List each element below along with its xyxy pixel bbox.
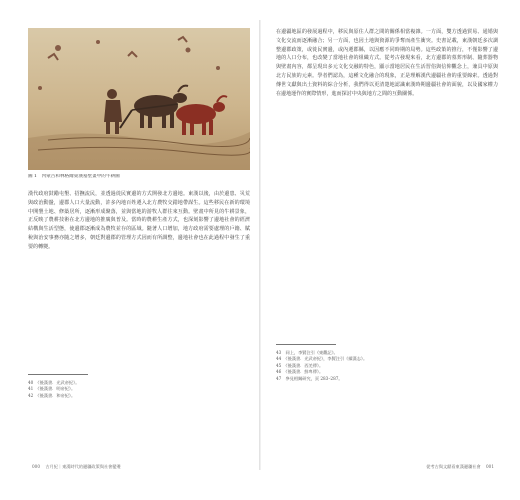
running-head: 古月紀｜東漢時代的邊疆政策與社會變遷 xyxy=(45,464,121,469)
footnote: 46 《後漢書．鮮卑傳》。 xyxy=(276,369,324,375)
oxen-ploughing-mural-image xyxy=(28,28,250,170)
footnote-rule xyxy=(28,374,88,375)
page-footer xyxy=(276,464,498,470)
footnote: 47 參見相關研究，頁 283–287。 xyxy=(276,375,343,381)
mural-figure xyxy=(28,28,250,170)
book-gutter xyxy=(259,20,261,470)
footnote: 44 《後漢書．光武帝紀》，李賢注引《續漢志》。 xyxy=(276,356,368,362)
footnotes xyxy=(276,350,498,382)
body-text: 漢代政府鼓勵屯墾、招撫流民，並透過徙民實邊的方式開發北方邊地。東漢以後，由於邊患、災荒與政治動盪，邊郡人口大量流動，許多內地百姓遷入北方農牧交錯地帶謀生。這些移民在新的環境中開墾土地、修築居所，逐漸形成聚落，並與當地的游牧人群往來互動。壁畫中所見的牛耕景象，正反映了農耕技術在北方邊地的推廣與普及。當時的農耕生產方式，也深刻影響了邊地社會的經濟結構與生活型態，使邊郡逐漸成為農牧並存的區域。隨著人口增加，地方政府需要處理的戶籍、賦稅與治安事務亦隨之增多，朝廷對邊郡的管理方式因而有所調整，邊地社會也在此過程中發生了重要的轉變。 xyxy=(28,191,250,250)
left-page xyxy=(28,28,250,469)
page-number: 001 xyxy=(486,464,494,469)
footnote: 42 《後漢書．和帝紀》。 xyxy=(28,392,76,398)
page-number: 000 xyxy=(32,464,40,469)
figure-caption: 圖 1 內蒙古和林格爾東漢墓壁畫中的牛耕圖 xyxy=(28,174,120,179)
footnote: 41 《後漢書．明帝紀》。 xyxy=(28,386,76,392)
right-page xyxy=(276,28,498,469)
footnotes xyxy=(28,380,250,399)
body-text: 在邊疆地區的發展過程中，移民與原住人群之間的關係相當複雜。一方面，雙方透過貿易、通婚與文化交流而逐漸融合；另一方面，也因土地與資源的爭奪而產生衝突。史書記載，東漢朝廷多次調整邊郡政策，或徙民實邊，或內遷郡縣，以因應不同時期的局勢。這些政策的推行，不僅影響了邊地的人口分布，也改變了當地社會的組織方式。從考古發現來看，北方邊郡的墓葬形制、隨葬器物與壁畫內容，都呈現出多元文化交融的特色，顯示當地居民在生活習俗與信仰觀念上，兼具中原與北方民族的元素。學者們認為，這種文化融合的現象，正是理解漢代邊疆社會的重要線索。透過對傳世文獻與出土資料的綜合分析，我們得以更清楚地認識東漢時期邊疆社會的面貌，以及國家權力在邊地運作的實際情形，進而探討中央與地方之間的互動關係。 xyxy=(276,29,498,97)
footnote: 40 《後漢書．光武帝紀》。 xyxy=(28,380,80,385)
footnote: 45 《後漢書．西羌傳》。 xyxy=(276,362,324,368)
footnote-rule xyxy=(276,344,336,345)
running-head: 從考古與文獻看東漢邊疆社會 xyxy=(426,464,481,469)
page-footer xyxy=(28,464,250,470)
footnote: 43 同上，李賢注引《東觀記》。 xyxy=(276,350,338,355)
